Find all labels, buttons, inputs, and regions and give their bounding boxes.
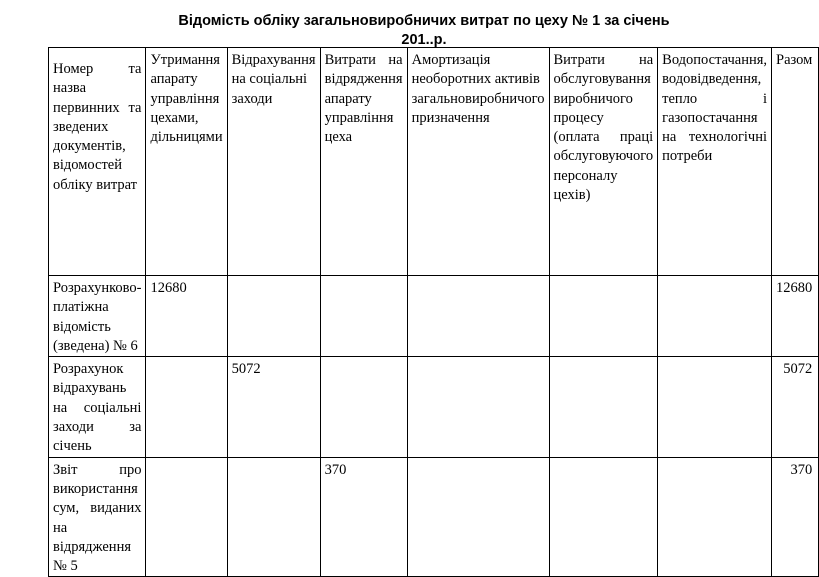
- row-document-name: Розрахунково-платіжна відомість (зведена) № 6: [49, 276, 146, 357]
- header-depreciation: Амортизація необоротних активів загальновиробничого призначення: [407, 48, 549, 276]
- header-management-staff: Утримання апарату управління цехами, дільницями: [146, 48, 227, 276]
- cell-social-contributions: 5072: [227, 357, 320, 457]
- row-document-name: Звіт про використання сум, виданих на відрядження № 5: [49, 457, 146, 577]
- cell-total: 5072: [772, 357, 819, 457]
- header-utilities: Водопостачання, водовідведення, тепло і газопостачання на технологічні потреби: [658, 48, 772, 276]
- cell-depreciation: [407, 276, 549, 357]
- table-row: [49, 276, 819, 357]
- cell-management-staff: [146, 357, 227, 457]
- overhead-costs-table: [48, 47, 819, 577]
- cell-utilities: [658, 357, 772, 457]
- cell-total: 12680: [772, 276, 819, 357]
- cell-business-trips: [320, 357, 407, 457]
- cell-management-staff: [146, 457, 227, 577]
- cell-social-contributions: [227, 276, 320, 357]
- header-documents: Номер та назва первинних та зведених документів, відомостей обліку витрат: [49, 48, 146, 276]
- header-production-service: Витрати на обслуговування виробничого процесу (оплата праці обслуговуючого персоналу цехів): [549, 48, 658, 276]
- cell-depreciation: [407, 357, 549, 457]
- table-row: [49, 357, 819, 457]
- cell-utilities: [658, 276, 772, 357]
- cell-management-staff: 12680: [146, 276, 227, 357]
- cell-production-service: [549, 357, 658, 457]
- cell-depreciation: [407, 457, 549, 577]
- cell-total: 370: [772, 457, 819, 577]
- cell-production-service: [549, 457, 658, 577]
- cell-utilities: [658, 457, 772, 577]
- cell-social-contributions: [227, 457, 320, 577]
- header-row: [49, 48, 819, 276]
- table-row: [49, 457, 819, 577]
- cell-production-service: [549, 276, 658, 357]
- cell-business-trips: 370: [320, 457, 407, 577]
- header-social-contributions: Відрахування на соціальні заходи: [227, 48, 320, 276]
- row-document-name: Розрахунок відрахувань на соціальні заходи за січень: [49, 357, 146, 457]
- cell-business-trips: [320, 276, 407, 357]
- document-title: Відомість обліку загальновиробничих витрат по цеху № 1 за січень 201..р.: [178, 13, 670, 48]
- header-total: Разом: [772, 48, 819, 276]
- header-business-trips: Витрати на відрядження апарату управління цеха: [320, 48, 407, 276]
